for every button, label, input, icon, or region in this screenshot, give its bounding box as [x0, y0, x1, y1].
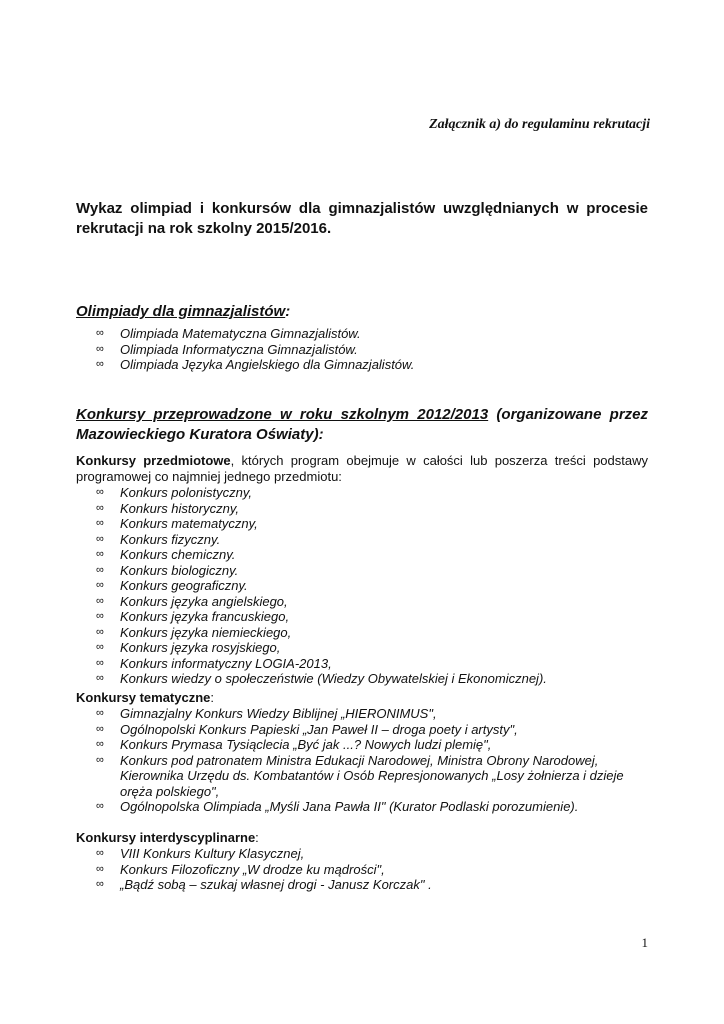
list-item-text: Konkurs polonistyczny,: [120, 485, 252, 500]
bullet-icon: ∞: [96, 594, 104, 607]
list-item-text: Konkurs chemiczny.: [120, 547, 236, 562]
list-item-text: Konkurs języka angielskiego,: [120, 593, 288, 609]
list-item: [76, 737, 648, 753]
interdisciplinary-contests-text: :: [255, 830, 259, 845]
thematic-contests-label: Konkursy tematyczne: [76, 690, 211, 705]
list-item-text: Konkurs informatyczny LOGIA-2013,: [120, 655, 332, 671]
list-item-text: Gimnazjalny Konkurs Wiedzy Biblijnej „HIERONIMUS",: [120, 706, 437, 721]
list-item-text: Konkurs biologiczny.: [120, 562, 239, 578]
list-item: [76, 862, 648, 878]
bullet-icon: ∞: [96, 548, 104, 560]
list-item-text: Konkurs matematyczny,: [120, 516, 258, 531]
list-item: [76, 357, 648, 373]
bullet-icon: ∞: [96, 342, 104, 355]
list-item-text: Konkurs geograficzny.: [120, 578, 248, 593]
list-item-text: Ogólnopolska Olimpiada „Myśli Jana Pawła II" (Kurator Podlaski porozumienie).: [120, 799, 579, 814]
list-item: [76, 563, 648, 579]
interdisciplinary-contests-label: Konkursy interdyscyplinarne: [76, 830, 256, 845]
subject-contests-list: [76, 485, 648, 687]
bullet-icon: ∞: [96, 625, 104, 638]
list-item: [76, 753, 648, 800]
list-item: [76, 722, 648, 738]
olympiads-list: [76, 326, 648, 373]
bullet-icon: ∞: [96, 672, 104, 684]
list-item: [76, 342, 648, 358]
olympiads-heading-text: Olimpiady dla gimnazjalistów: [76, 303, 286, 320]
bullet-icon: ∞: [96, 532, 104, 545]
thematic-contests-text: :: [210, 690, 215, 705]
list-item-text: Konkurs języka niemieckiego,: [120, 624, 292, 640]
list-item-text: Olimpiada Matematyczna Gimnazjalistów.: [120, 326, 361, 341]
bullet-icon: ∞: [96, 800, 104, 812]
bullet-icon: ∞: [96, 579, 104, 591]
interdisciplinary-contests-section: [76, 830, 648, 893]
document-title: Wykaz olimpiad i konkursów dla gimnazjalistów uwzględnianych w procesie rekrutacji na rok szkolny 2015/2016.: [76, 200, 648, 237]
page-number: 1: [641, 935, 648, 950]
list-item: [76, 625, 648, 641]
annex-note: Załącznik a) do regulaminu rekrutacji: [429, 117, 650, 132]
interdisciplinary-contests-list: [76, 846, 648, 893]
list-item: [76, 326, 648, 342]
bullet-icon: ∞: [96, 563, 104, 576]
list-item: [76, 501, 648, 517]
list-item-text: Konkurs języka francuskiego,: [120, 609, 290, 624]
list-item-text: VIII Konkurs Kultury Klasycznej,: [120, 846, 305, 861]
subject-contests-label: Konkursy przedmiotowe: [76, 453, 231, 468]
list-item: [76, 656, 648, 672]
list-item-text: Konkurs pod patronatem Ministra Edukacji Narodowej, Ministra Obrony Narodowej, Kierownika Urzędu ds. Kombatantów i Osób Represjonowanych „Losy żołnierza i dzieje oręża polskiego",: [120, 752, 624, 799]
contests-heading-underlined: Konkursy przeprowadzone w roku szkolnym 2012/2013: [76, 406, 489, 423]
bullet-icon: ∞: [96, 847, 104, 859]
list-item: [76, 706, 648, 722]
list-item: [76, 671, 648, 687]
subject-contests-text: , których program obejmuje w całości lub poszerza treści podstawy programowej co najmniej jednego przedmiotu:: [76, 453, 648, 484]
bullet-icon: ∞: [96, 358, 104, 370]
list-item-text: Konkurs Prymasa Tysiąclecia „Być jak ...? Nowych ludzi plemię",: [120, 737, 492, 752]
list-item: [76, 609, 648, 625]
list-item-text: „Bądź sobą – szukaj własnej drogi - Janusz Korczak" .: [120, 877, 432, 892]
bullet-icon: ∞: [96, 327, 104, 339]
list-item-text: Konkurs fizyczny.: [120, 531, 221, 547]
thematic-contests-list: [76, 706, 648, 815]
list-item: [76, 547, 648, 563]
subject-contests-intro: [76, 453, 648, 485]
list-item: [76, 594, 648, 610]
list-item: [76, 877, 648, 893]
list-item: [76, 532, 648, 548]
bullet-icon: ∞: [96, 641, 104, 653]
bullet-icon: ∞: [96, 862, 104, 875]
bullet-icon: ∞: [96, 738, 104, 750]
olympiads-heading: [76, 303, 290, 320]
bullet-icon: ∞: [96, 878, 104, 890]
bullet-icon: ∞: [96, 707, 104, 719]
subject-contests-section: [76, 453, 648, 687]
list-item-text: Olimpiada Języka Angielskiego dla Gimnazjalistów.: [120, 357, 415, 372]
list-item-text: Konkurs historyczny,: [120, 500, 239, 516]
list-item: [76, 640, 648, 656]
thematic-contests-intro: [76, 690, 648, 706]
bullet-icon: ∞: [96, 517, 104, 529]
contests-heading-rest: (organizowane przez Mazowieckiego Kuratora Oświaty):: [76, 406, 648, 443]
thematic-contests-section: [76, 690, 648, 815]
bullet-icon: ∞: [96, 753, 104, 766]
list-item-text: Olimpiada Informatyczna Gimnazjalistów.: [120, 341, 358, 357]
contests-heading: [76, 405, 648, 445]
list-item: [76, 516, 648, 532]
bullet-icon: ∞: [96, 656, 104, 669]
bullet-icon: ∞: [96, 486, 104, 498]
list-item: [76, 799, 648, 815]
list-item-text: Konkurs Filozoficzny „W drodze ku mądrości",: [120, 861, 385, 877]
bullet-icon: ∞: [96, 722, 104, 735]
list-item: [76, 846, 648, 862]
list-item-text: Konkurs języka rosyjskiego,: [120, 640, 281, 655]
list-item-text: Ogólnopolski Konkurs Papieski „Jan Paweł II – droga poety i artysty",: [120, 721, 518, 737]
list-item-text: Konkurs wiedzy o społeczeństwie (Wiedzy Obywatelskiej i Ekonomicznej).: [120, 671, 547, 686]
interdisciplinary-contests-intro: [76, 830, 648, 846]
bullet-icon: ∞: [96, 501, 104, 514]
bullet-icon: ∞: [96, 610, 104, 622]
list-item: [76, 578, 648, 594]
olympiads-heading-colon: :: [285, 303, 291, 320]
list-item: [76, 485, 648, 501]
